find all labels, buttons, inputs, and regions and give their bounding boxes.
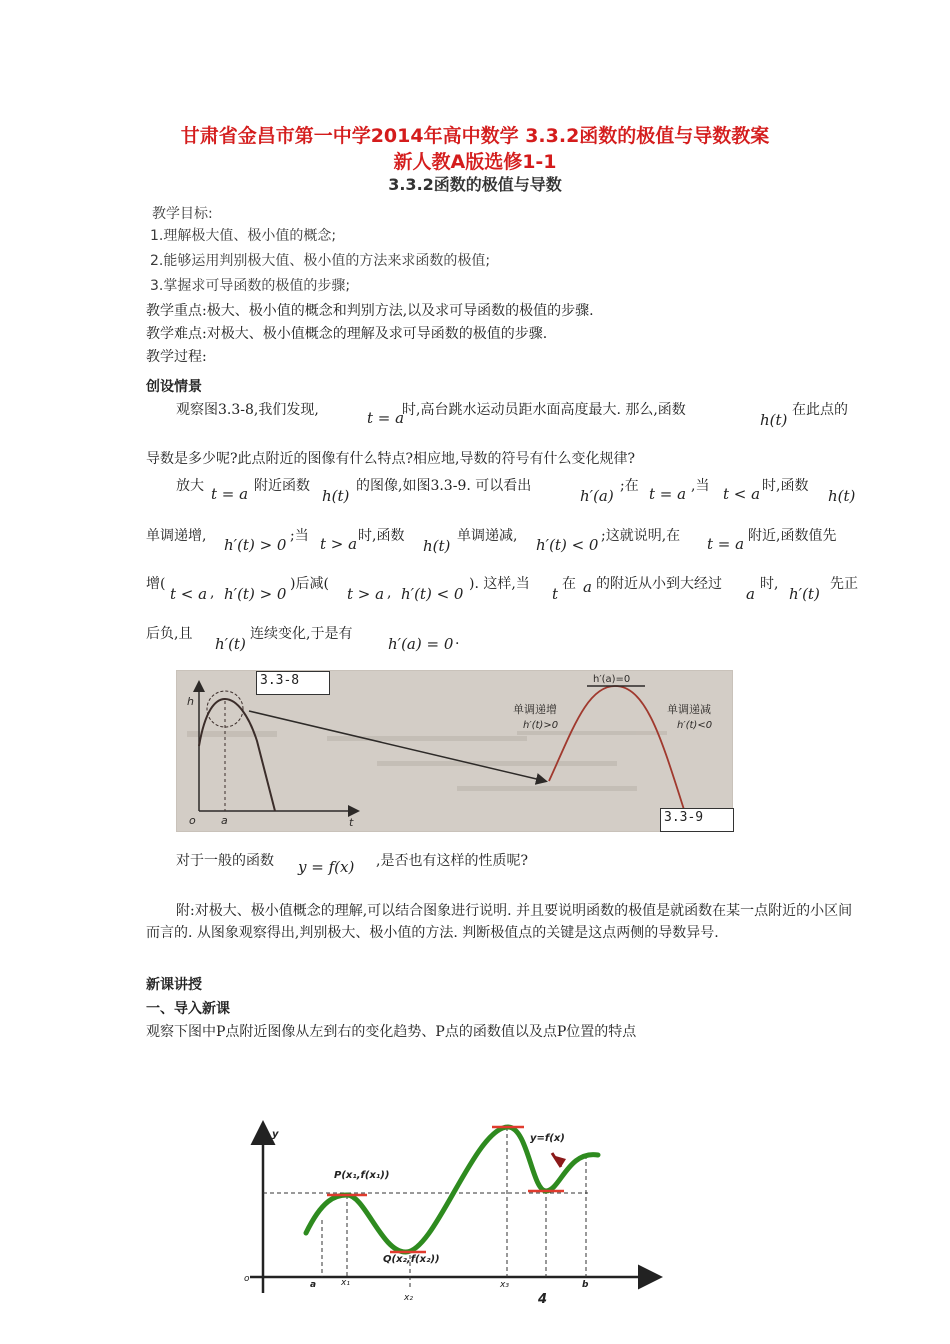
math-y-fx: y = f(x) [298, 858, 355, 876]
fig1-h-label: h [187, 695, 194, 708]
dashed-guides [263, 1127, 588, 1290]
p2-m9: h(t) [423, 537, 451, 555]
p2-s8: ;当 [290, 528, 309, 544]
fig1-a-label: a [221, 814, 228, 827]
p2-m16: t [552, 585, 559, 603]
p2-m6: h(t) [828, 487, 856, 505]
p2-m12: t < a [170, 585, 208, 603]
fig-label-3-3-9: 3.3-9 [660, 808, 734, 832]
fig1-top-label: h′(a)=0 [593, 674, 631, 685]
goal-item-1: 1.理解极大值、极小值的概念; [150, 228, 337, 244]
p2-s4: ;在 [620, 478, 639, 494]
fig2-o-label: o [244, 1274, 250, 1284]
function-curve [306, 1127, 598, 1252]
fig2-x4-label: 4 [538, 1292, 548, 1307]
fig1-dec-cond: h′(t)<0 [677, 720, 713, 731]
p2-m5: t < a [723, 485, 761, 503]
p2-s2: 附近函数 [254, 478, 310, 494]
p2-m14: t > a [347, 585, 385, 603]
p2-s1: 放大 [176, 478, 204, 494]
p2-s21: 先正 [830, 576, 858, 592]
p2-m21: h′(a) = 0 [388, 635, 454, 653]
zoom-arrow [249, 711, 545, 781]
scenario-heading: 创设情景 [146, 379, 202, 395]
p2-s14: , [210, 585, 215, 601]
general-a: 对于一般的函数 [176, 853, 274, 869]
fig2-P-label: P(x₁,f(x₁)) [334, 1170, 390, 1181]
figure1-drawing [177, 671, 732, 831]
p2-m7: h′(t) > 0 [224, 536, 287, 554]
fig2-Q-label: Q(x₂,f(x₂)) [383, 1254, 440, 1265]
fig1-origin: o [189, 814, 196, 827]
p2-s5: ,当 [691, 478, 710, 494]
p2-s12: 附近,函数值先 [748, 528, 837, 544]
p2-s11: ;这就说明,在 [601, 528, 681, 544]
key-points: 教学重点:极大、极小值的概念和判别方法,以及求可导函数的极值的步骤. [146, 303, 594, 319]
p2-m13: h′(t) > 0 [224, 585, 287, 603]
p2-m15: h′(t) < 0 [401, 585, 464, 603]
doc-subtitle: 3.3.2函数的极值与导数 [388, 175, 562, 194]
new-lesson-heading: 新课讲授 [146, 977, 202, 993]
p2-m10: h′(t) < 0 [536, 536, 599, 554]
fig2-x2-label: x₂ [404, 1293, 413, 1303]
tangent-marks [327, 1127, 564, 1252]
fig2-y-label: y [272, 1129, 279, 1140]
math-h-t: h(t) [760, 411, 788, 429]
p2-m3: h′(a) [580, 487, 614, 505]
scenario-p1-d: 导数是多少呢?此点附近的图像有什么特点?相应地,导数的符号有什么变化规律? [146, 451, 635, 467]
p2-m17: a [583, 578, 592, 596]
p2-m2: h(t) [322, 487, 350, 505]
fig2-b-label: b [582, 1280, 589, 1290]
p2-s20: 时, [760, 576, 779, 592]
p2-s15: )后减( [290, 576, 329, 592]
p2-s17: ). 这样,当 [469, 576, 530, 592]
fig1-inc-label: 单调递增 [513, 703, 557, 716]
scenario-p1-c: 在此点的 [792, 402, 848, 418]
p2-s3: 的图像,如图3.3-9. 可以看出 [356, 478, 532, 494]
goal-item-2: 2.能够运用判别极大值、极小值的方法来求函数的极值; [150, 253, 491, 269]
p2-s10: 单调递减, [457, 528, 518, 544]
p2-s18: 在 [562, 576, 576, 592]
fig1-dec-label: 单调递减 [667, 703, 711, 716]
p2-s24: . [455, 632, 460, 648]
math-t-eq-a: t = a [367, 409, 405, 427]
p2-m20: h′(t) [215, 635, 246, 653]
p2-s7: 单调递增, [146, 528, 207, 544]
goals-heading: 教学目标: [152, 206, 213, 222]
fig1-t-label: t [349, 816, 354, 829]
note-paragraph: 附:对极大、极小值概念的理解,可以结合图象进行说明. 并且要说明函数的极值是就函数在某一点附近的小区间而言的. 从图象观察得出,判别极大、极小值的方法. 判断极值点的关键是这点两侧的导数异号. [146, 903, 853, 941]
p2-m8: t > a [320, 535, 358, 553]
scenario-p1-a: 观察图3.3-8,我们发现, [176, 402, 319, 418]
p2-s22: 后负,且 [146, 626, 193, 642]
general-b: ,是否也有这样的性质呢? [376, 853, 528, 869]
fig1-inc-cond: h′(t)>0 [523, 720, 559, 731]
p2-s6: 时,函数 [762, 478, 809, 494]
right-plot [513, 674, 712, 819]
p2-s19: 的附近从小到大经过 [596, 576, 722, 592]
intro-heading: 一、导入新课 [146, 1001, 230, 1017]
fig2-x3-label: x₃ [500, 1280, 509, 1290]
doc-title-line2: 新人教A版选修1-1 [393, 151, 557, 173]
p2-m19: h′(t) [789, 585, 820, 603]
left-plot [187, 683, 357, 829]
p2-s9: 时,函数 [358, 528, 405, 544]
fig-label-3-3-8: 3.3-8 [256, 671, 330, 695]
p2-m11: t = a [707, 535, 745, 553]
fig2-curve-label: y=f(x) [530, 1133, 565, 1144]
p2-m4: t = a [649, 485, 687, 503]
intro-text: 观察下图中P点附近图像从左到右的变化趋势、P点的函数值以及点P位置的特点 [146, 1024, 637, 1040]
fig2-x1-label: x₁ [341, 1278, 350, 1288]
figure2-function-graph [230, 1115, 670, 1320]
process-label: 教学过程: [146, 349, 207, 365]
fig2-a-label: a [310, 1280, 317, 1290]
p2-m1: t = a [211, 485, 249, 503]
p2-m18: a [746, 585, 755, 603]
p2-s23: 连续变化,于是有 [250, 626, 353, 642]
scenario-p1-b: 时,高台跳水运动员距水面高度最大. 那么,函数 [402, 402, 686, 418]
doc-title-line1: 甘肃省金昌市第一中学2014年高中数学 3.3.2函数的极值与导数教案 [180, 125, 770, 147]
p2-s16: , [387, 585, 392, 601]
goal-item-3: 3.掌握求可导函数的极值的步骤; [150, 278, 351, 294]
p2-s13: 增( [146, 576, 166, 592]
difficulties: 教学难点:对极大、极小值概念的理解及求可导函数的极值的步骤. [146, 326, 548, 342]
